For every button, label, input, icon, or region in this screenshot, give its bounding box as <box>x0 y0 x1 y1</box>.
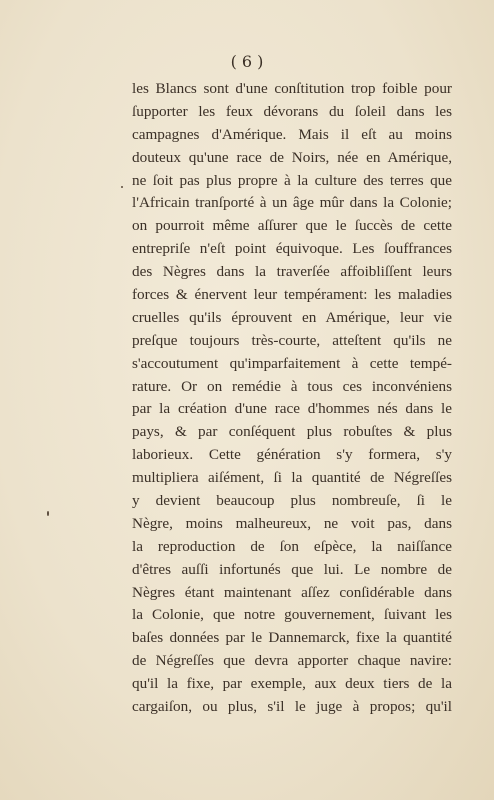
text-line: l'Africain tranſporté à un âge mûr dans la Colonie; <box>132 194 452 212</box>
text-line: on pourroit même aſſurer que le ſuccès de cette <box>132 217 452 235</box>
text-line: qu'il la fixe, par exemple, aux deux tiers de la <box>132 675 452 693</box>
text-line: multipliera aiſément, ſi la quantité de Négreſſes <box>132 469 452 487</box>
body-text <box>132 78 452 719</box>
text-line: pays, & par conſéquent plus robuſtes & plus <box>132 423 452 441</box>
paper-speck <box>47 511 49 516</box>
text-line: s'accoutument qu'imparfaitement à cette tempé- <box>132 354 452 372</box>
text-line: y devient beaucoup plus nombreuſe, ſi le <box>132 492 452 510</box>
text-line: cargaiſon, ou plus, s'il le juge à propos; qu'il <box>132 698 452 716</box>
text-line: Nègre, moins malheureux, ne voit pas, dans <box>132 514 452 532</box>
text-line: douteux qu'une race de Noirs, née en Amérique, <box>132 148 452 166</box>
text-line: laborieux. Cette génération s'y formera, s'y <box>132 446 452 464</box>
text-line: ne ſoit pas plus propre à la culture des terres que <box>132 171 452 189</box>
text-line: la Colonie, que notre gouvernement, ſuivant les <box>132 606 452 624</box>
text-line: d'êtres auſſi infortunés que lui. Le nombre de <box>132 560 452 578</box>
text-line: ſupporter les feux dévorans du ſoleil dans les <box>132 102 452 120</box>
text-line: preſque toujours très-courte, atteſtent qu'ils ne <box>132 331 452 349</box>
paper-speck <box>121 186 123 188</box>
text-line: campagnes d'Amérique. Mais il eſt au moins <box>132 125 452 143</box>
text-line: par la création d'une race d'hommes nés dans le <box>132 400 452 418</box>
text-line: forces & énervent leur tempérament: les maladies <box>132 286 452 304</box>
text-line: la reproduction de ſon eſpèce, la naiſſance <box>132 537 452 555</box>
text-line: des Nègres dans la traverſée affoibliſſent leurs <box>132 263 452 281</box>
page-number: ( 6 ) <box>230 52 264 71</box>
text-line: baſes données par le Dannemarck, fixe la quantité <box>132 629 452 647</box>
text-line: entrepriſe n'eſt point équivoque. Les ſouffrances <box>132 240 452 258</box>
text-line: de Négreſſes que devra apporter chaque navire: <box>132 652 452 670</box>
text-line: cruelles qu'ils éprouvent en Amérique, leur vie <box>132 308 452 326</box>
text-line: rature. Or on remédie à tous ces inconvéniens <box>132 377 452 395</box>
text-line: Nègres étant maintenant aſſez conſidérable dans <box>132 583 452 601</box>
text-line: les Blancs sont d'une conſtitution trop foible pour <box>132 80 452 97</box>
